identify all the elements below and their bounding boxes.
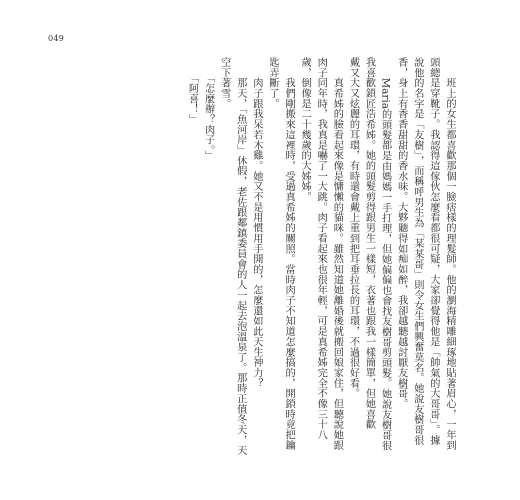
text-line: 戴又大又炫麗的耳環，有時還會戴上重到把耳垂拉長的耳環，不過很好看。 — [347, 57, 359, 399]
text-line: 頭總是穿靴子。我認得這傢伙怎麼看都很可疑，大家卻覺得他是「帥氣的大哥哥」。據 — [427, 57, 439, 446]
text-line: 「阿喜！」 — [186, 57, 198, 125]
text-line: 香，身上有香香甜甜的香水味。大夥聽得如痴如醉，我卻越聽越討厭友樹哥。 — [395, 57, 407, 409]
text-line: 「怎麼辦？肉子。」 — [202, 57, 214, 161]
text-line: 肉子跟我呆若木雞。她又不是用慣用手開的，怎麼還如此天生神力？ — [250, 57, 262, 389]
text-line: 班上的女生都喜歡那個一臉痞樣的理髮師。他的瀏海精雕細琢地貼著眉心，一年到 — [444, 57, 455, 451]
text-line: 我們剛搬來這裡時，受過真希姊的關照。當時肉子不知道怎麼搞的，開鎖時竟把鑰 — [283, 57, 295, 451]
text-line: 匙弄斷了。 — [266, 57, 278, 109]
text-line: Maria的頭髮都是由媽媽一手打理，但她偏偏也會找友樹哥剪頭髮。她說友樹哥很 — [379, 57, 391, 451]
text-line: 真希姊的臉看起來像是慵懶的貓咪。雖然知道她離婚後就搬回娘家住，但聽說她跟 — [331, 57, 343, 451]
page-number: 049 — [48, 34, 65, 43]
vertical-text-block — [183, 57, 457, 456]
text-line: 那天，「魚河岸」休假，老佐跟鄰鎮委員會的人一起去泡溫泉了。那時正值冬天，天 — [234, 57, 246, 456]
text-line: 我喜歡鎖匠浩希姊。她的頭髮剪得跟男生一樣短，衣著也跟我一樣簡單，但她喜歡 — [363, 57, 375, 430]
text-line: 肉子同年時，我真是嚇了一大跳。肉子看起來也很年輕，可是真希姊完全不像三十八 — [315, 57, 327, 440]
text-line: 說他的名字是「友樹」，而稱呼男生為「某某哥」則令女生們興奮莫名。她說友樹哥很 — [411, 57, 423, 446]
text-line: 空下著雪。 — [218, 57, 230, 109]
text-line: 歲，倒像是二十幾歲的大姊姊。 — [299, 57, 311, 202]
